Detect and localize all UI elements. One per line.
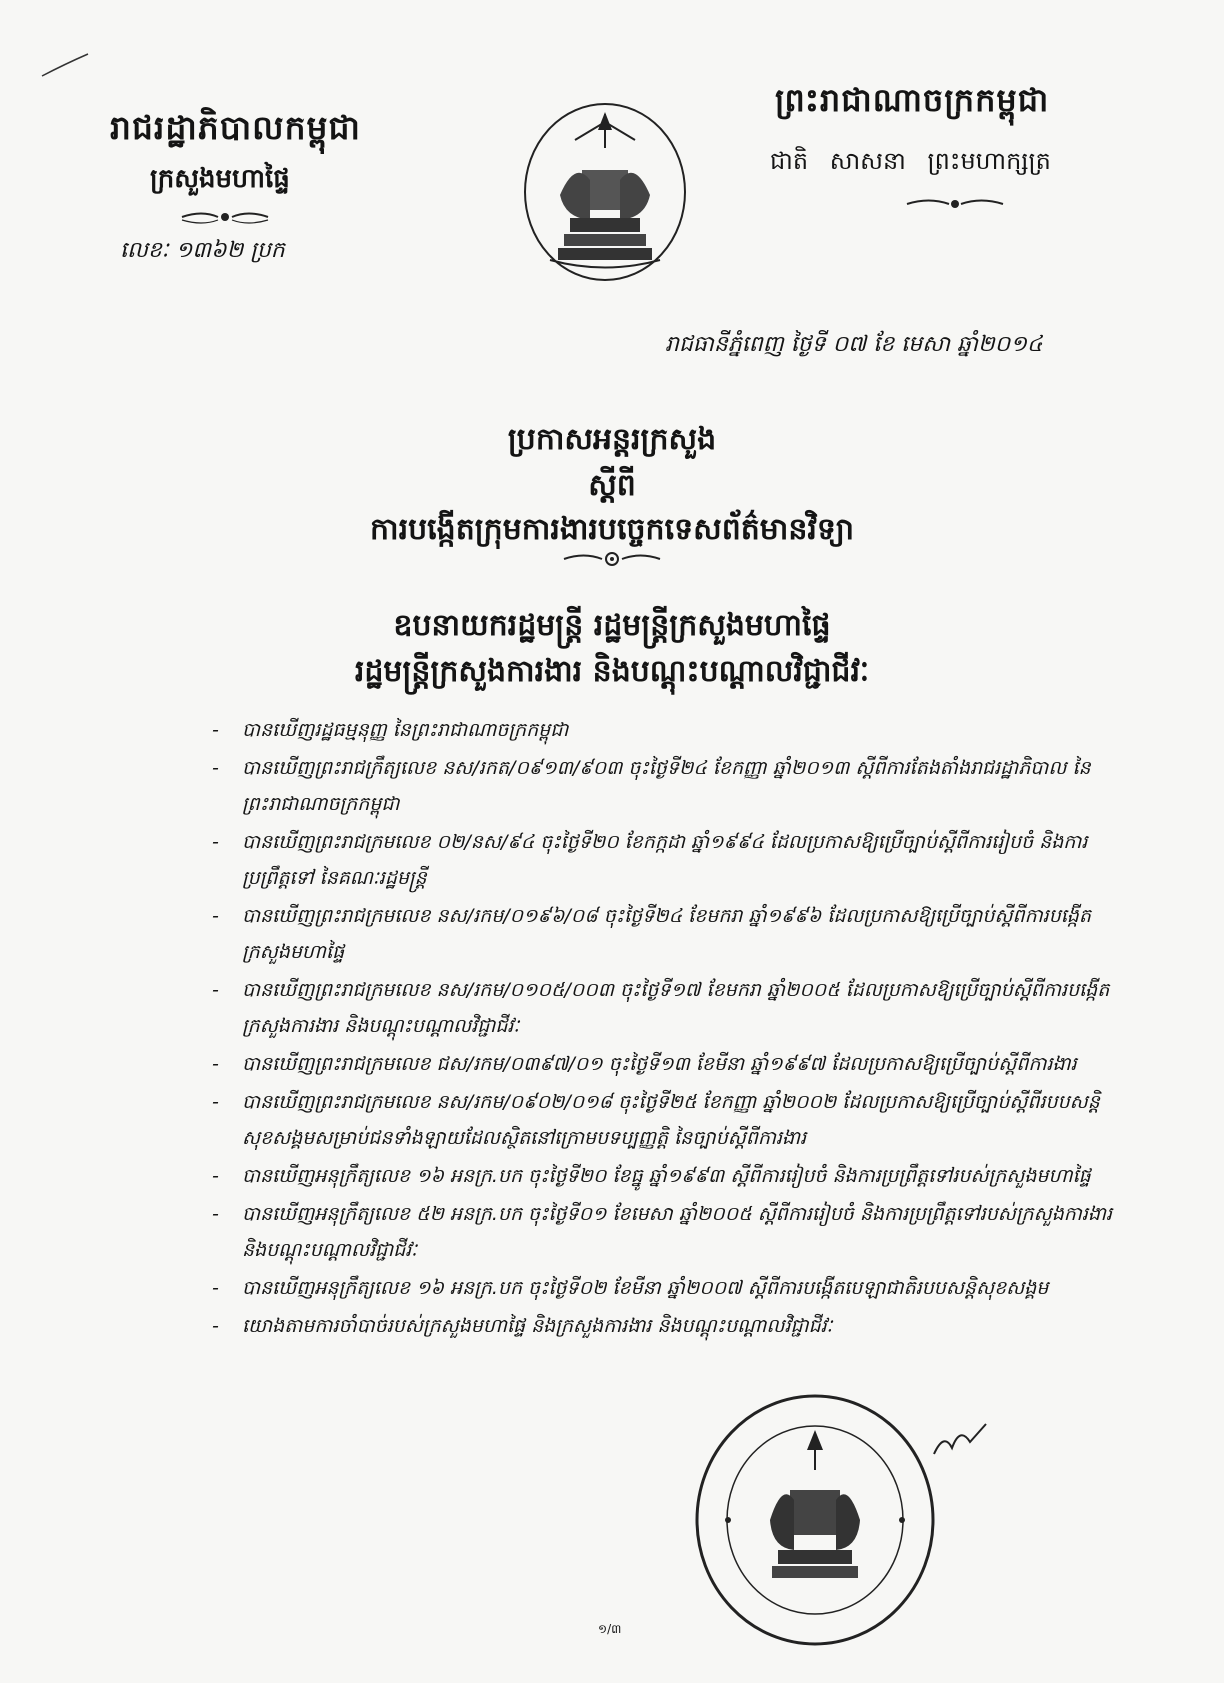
signature-mark xyxy=(930,1420,990,1460)
left-ornament-icon xyxy=(180,208,270,226)
bullet-dash: - xyxy=(212,1315,219,1337)
legal-basis-list xyxy=(212,712,1117,1346)
list-item xyxy=(212,712,1117,748)
pen-mark xyxy=(40,50,90,80)
document-type: ប្រកាសអន្តរក្រសួង xyxy=(507,422,717,457)
national-motto: ជាតិ សាសនា ព្រះមហាក្សត្រ xyxy=(770,147,1051,175)
bullet-dash: - xyxy=(212,1053,219,1075)
ministry-government-name: រាជរដ្ឋាភិបាលកម្ពុជា xyxy=(110,108,361,147)
official-seal-icon xyxy=(690,1390,940,1650)
list-item-text: បានឃើញរដ្ឋធម្មនុញ្ញ នៃព្រះរាជាណាចក្រកម្ពុជា xyxy=(242,719,569,741)
bullet-dash: - xyxy=(212,905,219,927)
list-item-text: យោងតាមការចាំបាច់របស់ក្រសួងមហាផ្ទៃ និងក្រសួងការងារ និងបណ្តុះបណ្តាលវិជ្ជាជីវៈ xyxy=(242,1315,833,1337)
page-number: ១/៣ xyxy=(598,1622,622,1636)
ministry-name: ក្រសួងមហាផ្ទៃ xyxy=(150,164,290,194)
bullet-dash: - xyxy=(212,979,219,1001)
list-item-text: បានឃើញព្រះរាជក្រមលេខ នស/រកម/០១៩៦/០៨ ចុះថ្ងៃទី២៤ ខែមករា ឆ្នាំ១៩៩៦ ដែលប្រកាសឱ្យប្រើច្បាប់ស្តីពីការបង្កើតក្រសួងមហាផ្ទៃ xyxy=(242,905,1091,963)
list-item-text: បានឃើញព្រះរាជក្រមលេខ នស/រកម/០១០៥/០០៣ ចុះថ្ងៃទី១៧ ខែមករា ឆ្នាំ២០០៥ ដែលប្រកាសឱ្យប្រើច្បាប់ស្តីពីការបង្កើតក្រសួងការងារ និងបណ្តុះបណ្តាលវិជ្ជាជីវៈ xyxy=(242,979,1110,1037)
bullet-dash: - xyxy=(212,757,219,779)
list-item xyxy=(212,1084,1117,1156)
bullet-dash: - xyxy=(212,1091,219,1113)
bullet-dash: - xyxy=(212,1203,219,1225)
right-ornament-icon xyxy=(905,196,1005,212)
list-item-text: បានឃើញព្រះរាជក្រមលេខ ០២/នស/៩៤ ចុះថ្ងៃទី២០ ខែកក្កដា ឆ្នាំ១៩៩៤ ដែលប្រកាសឱ្យប្រើច្បាប់ស្តីពីការរៀបចំ និងការប្រព្រឹត្តទៅ នៃគណៈរដ្ឋមន្ត្រី xyxy=(242,831,1088,889)
list-item-text: បានឃើញអនុក្រឹត្យលេខ ១៦ អនក្រ.បក ចុះថ្ងៃទី០២ ខែមីនា ឆ្នាំ២០០៧ ស្តីពីការបង្កើតបេឡាជាតិរបបសន្តិសុខសង្គម xyxy=(242,1277,1049,1299)
reference-number: លេខៈ ១៣៦២ ប្រក xyxy=(120,238,285,263)
kingdom-name: ព្រះរាជាណាចក្រកម្ពុជា xyxy=(775,81,1050,119)
list-item xyxy=(212,824,1117,896)
list-item-text: បានឃើញអនុក្រឹត្យលេខ ៥២ អនក្រ.បក ចុះថ្ងៃទី០១ ខែមេសា ឆ្នាំ២០០៥ ស្តីពីការរៀបចំ និងការប្រព្រឹត្តទៅរបស់ក្រសួងការងារ និងបណ្តុះបណ្តាលវិជ្ជាជីវៈ xyxy=(242,1203,1113,1261)
signatory-line-2: រដ្ឋមន្ត្រីក្រសួងការងារ និងបណ្តុះបណ្តាលវិជ្ជាជីវៈ xyxy=(354,654,870,689)
list-item-text: បានឃើញព្រះរាជក្រឹត្យលេខ នស/រកត/០៩១៣/៩០៣ ចុះថ្ងៃទី២៤ ខែកញ្ញា ឆ្នាំ២០១៣ ស្តីពីការតែងតាំងរាជរដ្ឋាភិបាល នៃព្រះរាជាណាចក្រកម្ពុជា xyxy=(242,757,1091,815)
document-title: ការបង្កើតក្រុមការងារបច្ចេកទេសព័ត៌មានវិទ្យា xyxy=(370,512,854,547)
list-item xyxy=(212,1270,1117,1306)
list-item xyxy=(212,750,1117,822)
bullet-dash: - xyxy=(212,1165,219,1187)
list-item-text: បានឃើញព្រះរាជក្រមលេខ ជស/រកម/០៣៩៧/០១ ចុះថ្ងៃទី១៣ ខែមីនា ឆ្នាំ១៩៩៧ ដែលប្រកាសឱ្យប្រើច្បាប់ស្តីពីការងារ xyxy=(242,1053,1077,1075)
bullet-dash: - xyxy=(212,831,219,853)
list-item xyxy=(212,972,1117,1044)
national-emblem-icon xyxy=(520,100,690,285)
list-item-text: បានឃើញព្រះរាជក្រមលេខ នស/រកម/០៩០២/០១៨ ចុះថ្ងៃទី២៥ ខែកញ្ញា ឆ្នាំ២០០២ ដែលប្រកាសឱ្យប្រើច្បាប់ស្តីពីរបបសន្តិសុខសង្គមសម្រាប់ជនទាំងឡាយដែលស្ថិតនៅក្រោមបទប្បញ្ញត្តិ នៃច្បាប់ស្តីពីការងារ xyxy=(242,1091,1100,1149)
list-item xyxy=(212,1158,1117,1194)
bullet-dash: - xyxy=(212,719,219,741)
list-item xyxy=(212,1196,1117,1268)
list-item-text: បានឃើញអនុក្រឹត្យលេខ ១៦ អនក្រ.បក ចុះថ្ងៃទី២០ ខែធ្នូ ឆ្នាំ១៩៩៣ ស្តីពីការរៀបចំ និងការប្រព្រឹត្តទៅរបស់ក្រសួងមហាផ្ទៃ xyxy=(242,1165,1091,1187)
title-about: ស្តីពី xyxy=(588,468,636,503)
list-item xyxy=(212,898,1117,970)
bullet-dash: - xyxy=(212,1277,219,1299)
list-item xyxy=(212,1046,1117,1082)
list-item xyxy=(212,1308,1117,1344)
title-ornament-icon xyxy=(562,550,662,568)
signatory-line-1: ឧបនាយករដ្ឋមន្ត្រី រដ្ឋមន្ត្រីក្រសួងមហាផ្ទៃ xyxy=(393,608,831,643)
date-line: រាជធានីភ្នំពេញ ថ្ងៃទី ០៧ ខែ មេសា ឆ្នាំ២០១៤ xyxy=(665,332,1043,357)
